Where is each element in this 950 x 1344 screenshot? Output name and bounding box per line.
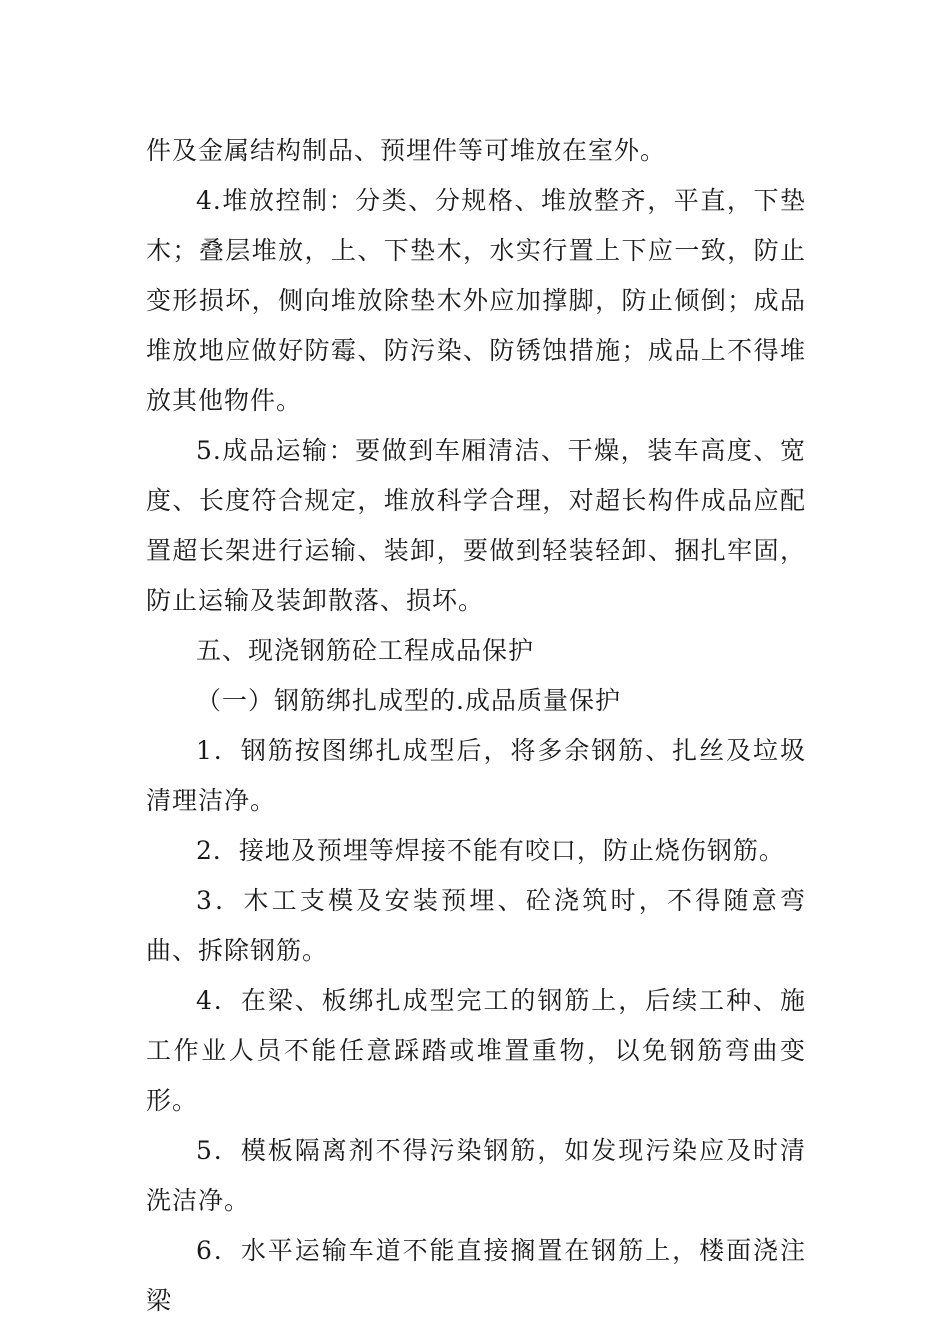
list-item-5: 5．模板隔离剂不得污染钢筋，如发现污染应及时清洗洁净。 xyxy=(146,1136,806,1215)
section-heading-rebar-concrete: 五、现浇钢筋砼工程成品保护 xyxy=(196,636,535,665)
list-item-1: 1．钢筋按图绑扎成型后，将多余钢筋、扎丝及垃圾清理洁净。 xyxy=(146,736,806,815)
subsection-heading-rebar-binding: （一）钢筋绑扎成型的.成品质量保护 xyxy=(196,686,621,715)
list-item-3: 3．木工支模及安装预埋、砼浇筑时，不得随意弯曲、拆除钢筋。 xyxy=(146,886,806,965)
document-body xyxy=(146,126,806,1326)
paragraph-product-transport: 5.成品运输：要做到车厢清洁、干燥，装车高度、宽度、长度符合规定，堆放科学合理，对超长构件成品应配置超长架进行运输、装卸，要做到轻装轻卸、捆扎牢固，防止运输及装卸散落、损坏。 xyxy=(146,436,806,615)
list-item-4: 4．在梁、板绑扎成型完工的钢筋上，后续工种、施工作业人员不能任意踩踏或堆置重物，以免钢筋弯曲变形。 xyxy=(146,986,806,1115)
paragraph-continuation: 件及金属结构制品、预埋件等可堆放在室外。 xyxy=(146,136,667,165)
paragraph-stacking-control: 4.堆放控制：分类、分规格、堆放整齐，平直，下垫木；叠层堆放，上、下垫木，水实行置上下应一致，防止变形损坏，侧向堆放除垫木外应加撑脚，防止倾倒；成品堆放地应做好防霉、防污染、防锈蚀措施；成品上不得堆放其他物件。 xyxy=(146,186,806,415)
list-item-6: 6．水平运输车道不能直接搁置在钢筋上，楼面浇注梁 xyxy=(146,1236,806,1315)
list-item-2: 2．接地及预埋等焊接不能有咬口，防止烧伤钢筋。 xyxy=(196,836,785,865)
